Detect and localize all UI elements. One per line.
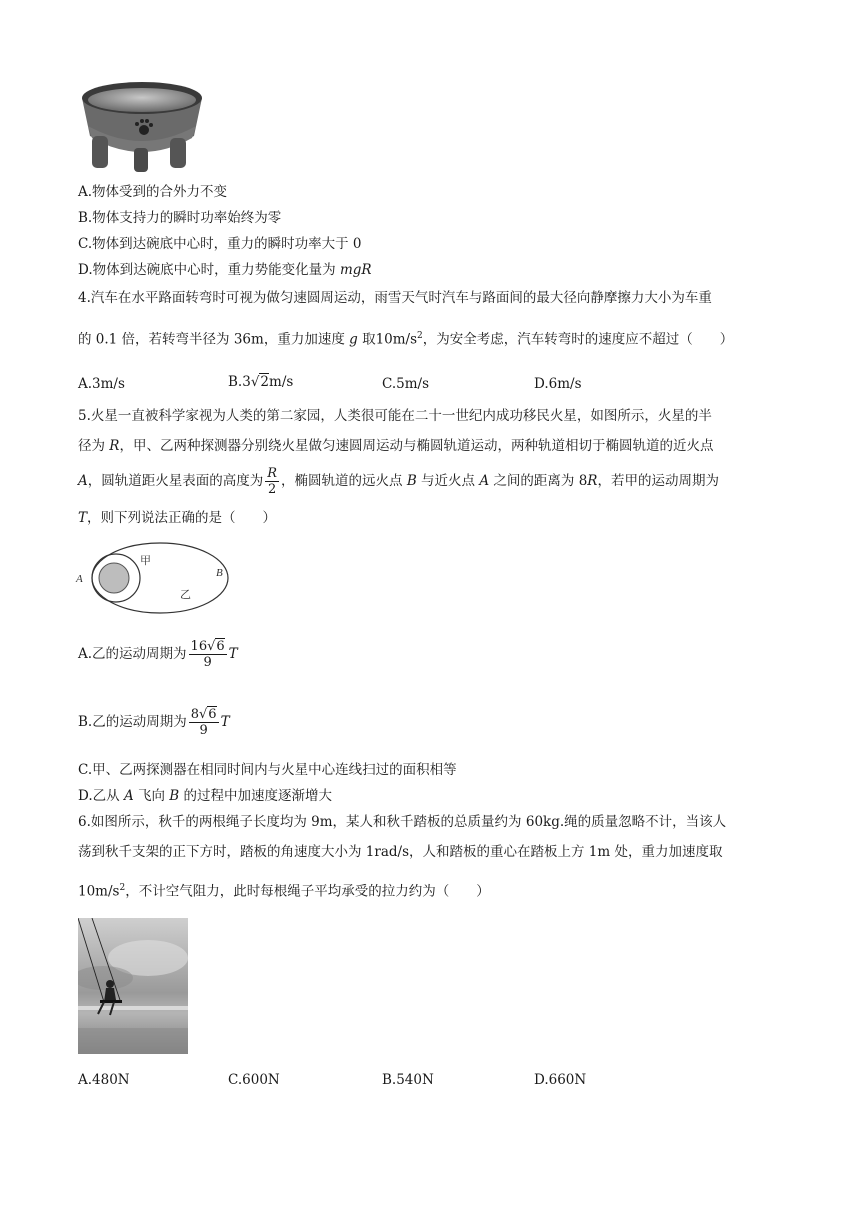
fraction-numerator: R [267,466,278,481]
q6-gravity-value: 10m/s [78,883,120,900]
q4-line2-c: ，为安全考虑，汽车转弯时的速度应不超过（ ） [422,331,734,348]
q6-line3-a: ，不计空气阻力，此时每根绳子平均承受的拉力约为（ ） [125,883,490,900]
numerator-coef: 16 [190,639,208,654]
q5-symbol-t: T [78,510,88,526]
q5-option-d-c: 的过程中加速度逐渐增大 [179,788,332,804]
label-jia: 甲 [140,554,151,567]
q6-gravity-exp: 2 [119,883,126,893]
numerator-root: 6 [208,707,217,722]
q5-line2-a: 径为 [78,438,110,454]
q6-stem-line1: 6.如图所示，秋千的两根绳子长度均为 9m，某人和秋千踏板的总质量约为 60kg.绳的质量忽略不计，当该人 [78,814,727,830]
q5-stem-line2 [78,436,713,456]
q4-stem-line2 [78,326,733,350]
q5-option-b-fraction [189,707,219,738]
q5-option-c: C.甲、乙两探测器在相同时间内与火星中心连线扫过的面积相等 [78,762,457,778]
q4-line2-b: 取 [357,331,376,348]
q5-line3-a: ，圆轨道距火星表面的高度为 [87,473,264,489]
q5-option-d [78,786,332,806]
q5-option-b-t: T [220,714,230,730]
q5-option-a-fraction [189,639,227,670]
q5-stem-line3 [78,466,719,497]
q4-line2-a: 的 0.1 倍，若转弯半径为 36m，重力加速度 [78,331,350,348]
sqrt-icon: √ [250,374,260,390]
q4-option-b-root: 2 [260,374,270,390]
q5-option-a-prefix: A.乙的运动周期为 [78,646,187,662]
q4-stem-line1: 4.汽车在水平路面转弯时可视为做匀速圆周运动，雨雪天气时汽车与路面间的最大径向静摩擦力大小为车重 [78,290,712,306]
q3-option-d [78,260,372,280]
q3-option-c: C.物体到达碗底中心时，重力的瞬时功率大于 0 [78,236,362,252]
label-yi: 乙 [180,588,191,601]
q5-line2-b: ，甲、乙两种探测器分别绕火星做匀速圆周运动与椭圆轨道运动，两种轨道相切于椭圆轨道的近火点 [119,438,714,454]
label-b: B [216,567,223,579]
sqrt-icon: √ [199,707,208,722]
bowl-figure [78,76,206,176]
fraction-denominator: 9 [203,655,212,670]
fraction-numerator [189,707,219,723]
q5-option-d-a: D.乙从 [78,788,124,804]
q5-option-b-prefix: B.乙的运动周期为 [78,714,187,730]
q5-line3-d: 之间的距离为 8 [489,473,588,489]
q5-symbol-r2: R [587,473,598,489]
q3-option-d-text: D.物体到达碗底中心时，重力势能变化量为 [78,262,340,278]
q5-option-d-pb: B [169,788,180,804]
q6-option-d: D.660N [534,1072,587,1088]
q4-option-c: C.5m/s [382,376,430,392]
q4-option-b-unit: m/s [269,374,294,390]
mars-body [99,563,129,593]
fraction-denominator: 9 [199,723,208,738]
q4-option-a: A.3m/s [78,376,125,392]
q4-option-b-coef: 3 [242,374,251,390]
fraction-numerator [189,639,227,655]
q5-point-b: B [406,473,417,489]
swing-photo [78,918,188,1054]
q5-option-b [78,700,230,744]
orbit-diagram [74,540,234,616]
q3-option-b: B.物体支持力的瞬时功率始终为零 [78,210,282,226]
q6-stem-line2: 荡到秋千支架的正下方时，踏板的角速度大小为 1rad/s，人和踏板的重心在踏板上方 1m 处，重力加速度取 [78,844,723,860]
q6-option-a: A.480N [78,1072,130,1088]
q4-gravity-value: 10m/s [375,331,418,348]
q5-point-a: A [78,473,88,489]
numerator-root: 6 [216,639,225,654]
q5-stem-line4 [78,508,276,528]
q5-option-d-pa: A [123,788,134,804]
q5-option-a-t: T [228,646,238,662]
q5-symbol-r: R [109,438,120,454]
q6-stem-line3 [78,878,490,902]
q4-option-d: D.6m/s [534,376,582,392]
q5-option-a [78,632,238,676]
q4-gravity-exp: 2 [417,331,423,341]
q5-line3-e: ，若甲的运动周期为 [597,473,719,489]
sqrt-icon: √ [207,639,216,654]
fraction-denominator: 2 [268,482,277,497]
q5-line3-b: ，椭圆轨道的远火点 [281,473,407,489]
q5-line3-c: 与近火点 [416,473,480,489]
q5-line4-a: ，则下列说法正确的是（ ） [87,510,277,526]
numerator-coef: 8 [190,707,199,722]
q6-option-b: B.540N [382,1072,434,1088]
q3-option-a: A.物体受到的合外力不变 [78,184,228,200]
q5-height-fraction [265,466,279,497]
q4-option-b-prefix: B. [228,374,243,390]
q4-symbol-g: g [349,331,358,348]
q6-option-c: C.600N [228,1072,280,1088]
q5-point-a2: A [479,473,490,489]
q3-option-d-expr: mgR [339,262,372,278]
q4-option-b [228,372,293,392]
label-a: A [76,573,83,585]
q5-stem-line1: 5.火星一直被科学家视为人类的第二家园，人类很可能在二十一世纪内成功移民火星，如图所示，火星的半 [78,408,712,424]
q5-option-d-b: 飞向 [133,788,170,804]
